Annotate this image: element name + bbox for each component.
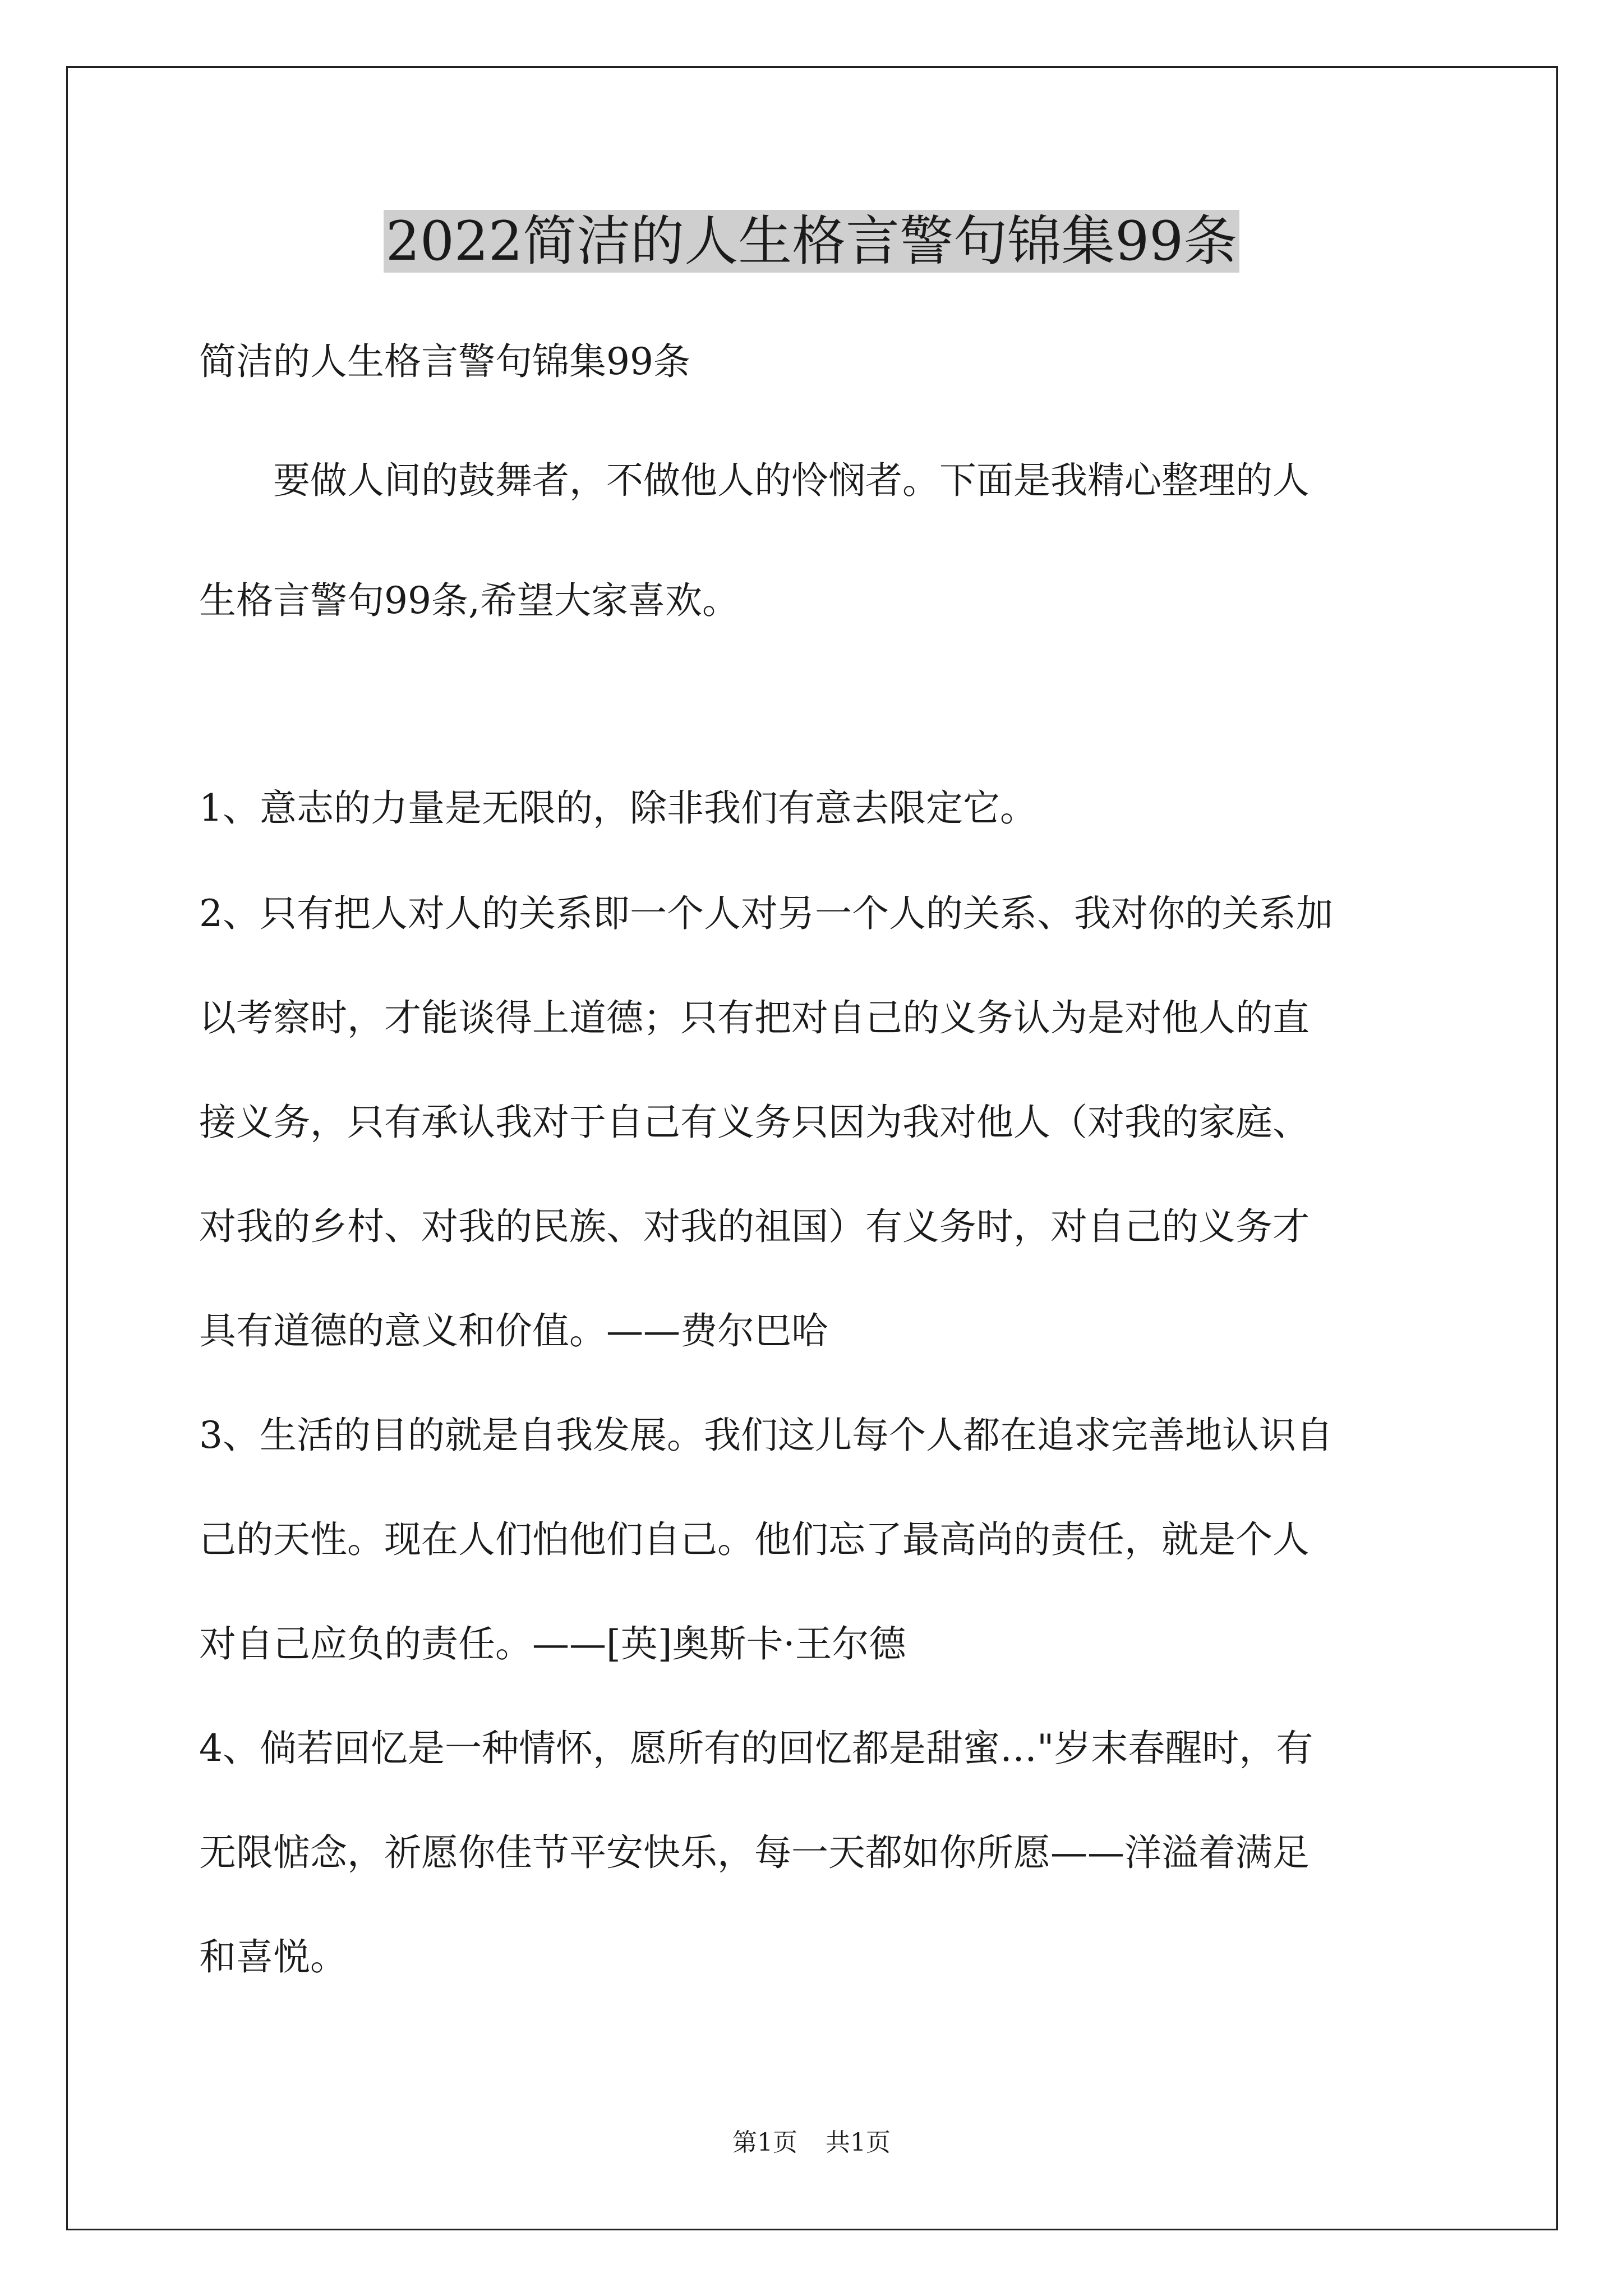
- intro-line: 生格言警句99条,希望大家喜欢。: [199, 579, 739, 622]
- quote-line: 具有道德的意义和价值。——费尔巴哈: [199, 1309, 828, 1352]
- quote-line: 3、生活的目的就是自我发展。我们这儿每个人都在追求完善地认识自: [199, 1414, 1333, 1457]
- page-border: [66, 66, 1558, 2230]
- intro-line: 要做人间的鼓舞者，不做他人的怜悯者。下面是我精心整理的人: [273, 459, 1310, 502]
- page-total: 共1页: [826, 2128, 891, 2157]
- quote-line: 接义务，只有承认我对于自己有义务只因为我对他人（对我的家庭、: [199, 1101, 1310, 1144]
- quote-line: 和喜悦。: [199, 1935, 347, 1978]
- quote-line: 以考察时，才能谈得上道德；只有把对自己的义务认为是对他人的直: [199, 996, 1310, 1039]
- page-number: 第1页: [732, 2128, 797, 2157]
- document-title: [0, 202, 1623, 280]
- quote-line: 1、意志的力量是无限的，除非我们有意去限定它。: [199, 786, 1037, 830]
- document-title-text: 2022简洁的人生格言警句锦集99条: [384, 210, 1239, 273]
- quote-line: 4、倘若回忆是一种情怀，愿所有的回忆都是甜蜜…"岁末春醒时，有: [199, 1727, 1313, 1770]
- quote-line: 2、只有把人对人的关系即一个人对另一个人的关系、我对你的关系加: [199, 892, 1333, 935]
- subtitle: 简洁的人生格言警句锦集99条: [199, 340, 690, 383]
- quote-line: 己的天性。现在人们怕他们自己。他们忘了最高尚的责任，就是个人: [199, 1518, 1310, 1561]
- page-footer: [0, 2126, 1623, 2160]
- quote-line: 对自己应负的责任。——[英]奥斯卡·王尔德: [199, 1622, 906, 1665]
- quote-line: 无限惦念，祈愿你佳节平安快乐，每一天都如你所愿——洋溢着满足: [199, 1831, 1310, 1874]
- quote-line: 对我的乡村、对我的民族、对我的祖国）有义务时，对自己的义务才: [199, 1205, 1310, 1248]
